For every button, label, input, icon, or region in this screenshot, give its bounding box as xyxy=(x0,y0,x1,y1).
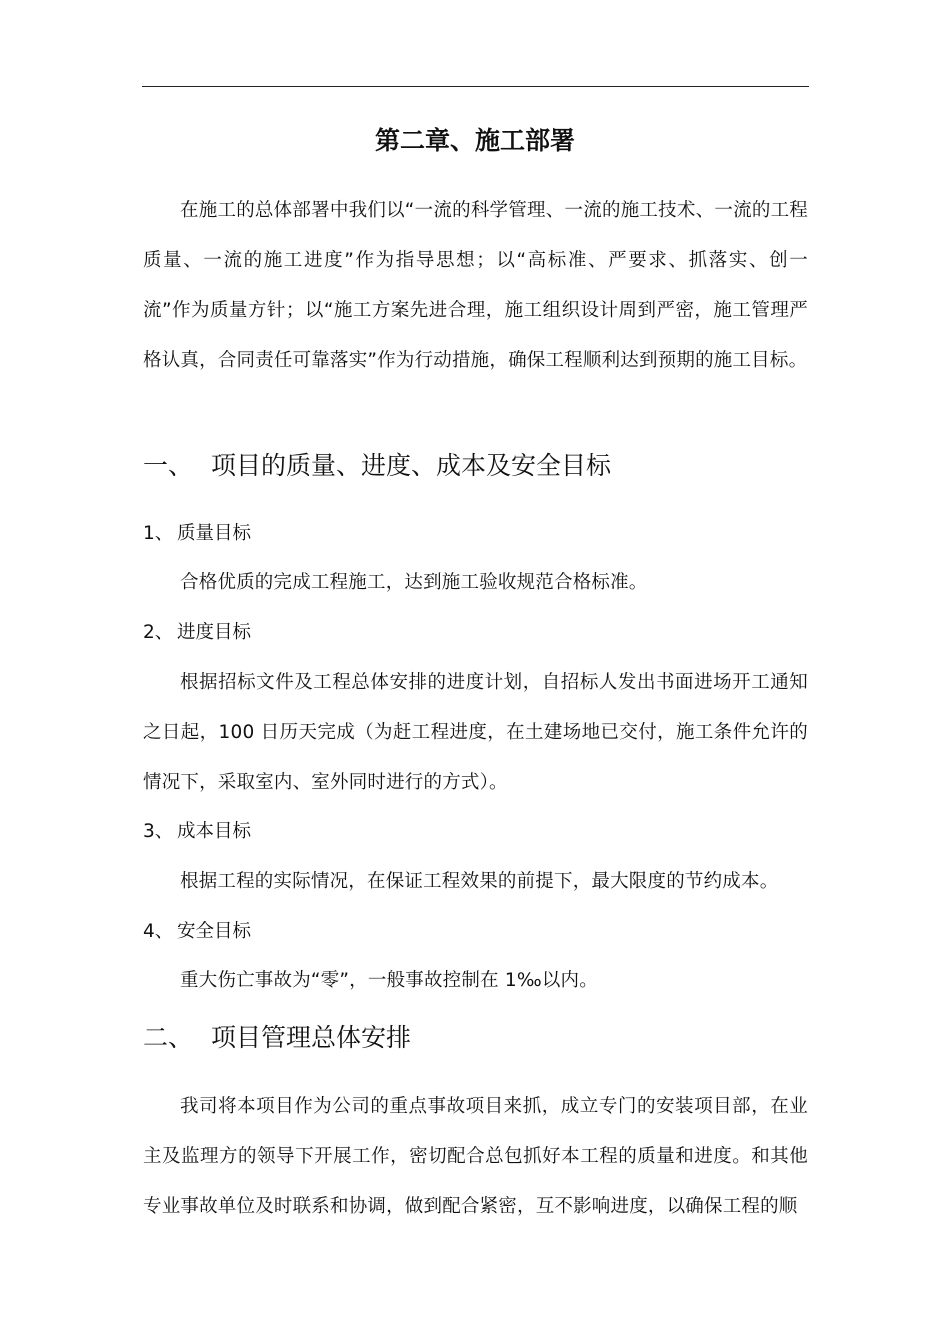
section-1-title: 项目的质量、进度、成本及安全目标 xyxy=(211,451,612,480)
section-1-heading xyxy=(143,448,808,484)
subsection-4-heading xyxy=(143,917,808,947)
subsection-1-heading xyxy=(143,519,808,549)
subsection-3-heading xyxy=(143,817,808,847)
subsection-2-text: 根据招标文件及工程总体安排的进度计划，自招标人发出书面进场开工通知之日起，100 日历天完成（为赶工程进度，在土建场地已交付，施工条件允许的情况下，采取室内、室外同时进行的方式）。 xyxy=(143,672,808,793)
subsection-3-title: 成本目标 xyxy=(177,821,252,842)
subsection-2-number: 2、 xyxy=(143,622,174,643)
subsection-2-title: 进度目标 xyxy=(177,622,252,643)
subsection-1-text: 合格优质的完成工程施工，达到施工验收规范合格标准。 xyxy=(180,572,648,593)
section-2-paragraph: 我司将本项目作为公司的重点事故项目来抓，成立专门的安装项目部，在业主及监理方的领导下开展工作，密切配合总包抓好本工程的质量和进度。和其他专业事故单位及时联系和协调，做到配合紧密，互不影响进度，以确保工程的顺 xyxy=(143,1096,808,1217)
subsection-1-number: 1、 xyxy=(143,523,174,544)
chapter-title: 第二章、施工部署 xyxy=(374,126,575,155)
subsection-3-text: 根据工程的实际情况，在保证工程效果的前提下，最大限度的节约成本。 xyxy=(180,871,779,892)
subsection-4-title: 安全目标 xyxy=(177,921,252,942)
subsection-2-heading xyxy=(143,618,808,648)
subsection-1-title: 质量目标 xyxy=(177,523,252,544)
section-1-number: 一、 xyxy=(143,451,194,480)
section-2-heading xyxy=(143,1020,808,1056)
intro-paragraph: 在施工的总体部署中我们以“一流的科学管理、一流的施工技术、一流的工程质量、一流的施工进度”作为指导思想；以“高标准、严要求、抓落实、创一流”作为质量方针；以“施工方案先进合理，施工组织设计周到严密，施工管理严格认真，合同责任可靠落实”作为行动措施，确保工程顺利达到预期的施工目标。 xyxy=(143,200,808,371)
subsection-4-text: 重大伤亡事故为“零”，一般事故控制在 1‰以内。 xyxy=(180,970,598,991)
section-2-title: 项目管理总体安排 xyxy=(211,1023,412,1052)
subsection-4-number: 4、 xyxy=(143,921,174,942)
subsection-3-number: 3、 xyxy=(143,821,174,842)
header-rule xyxy=(142,86,809,87)
section-2-number: 二、 xyxy=(143,1023,194,1052)
